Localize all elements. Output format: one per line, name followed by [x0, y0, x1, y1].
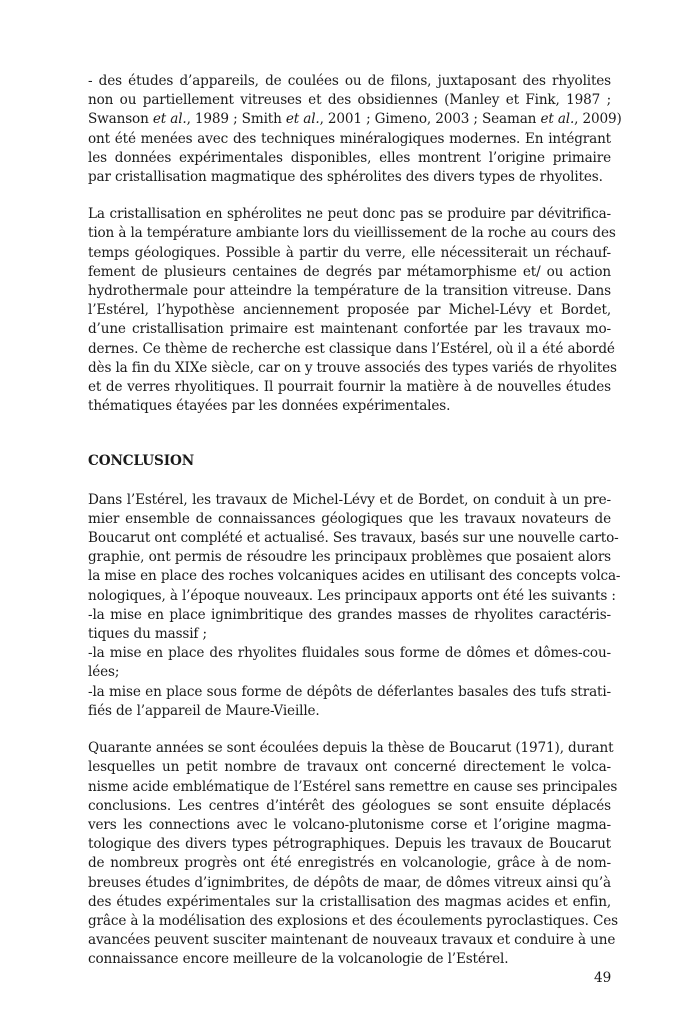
text-line: la mise en place des roches volcaniques acides en utilisant des concepts volca- [88, 568, 621, 585]
text-line: les données expérimentales disponibles, elles montrent l’origine primaire [88, 149, 611, 166]
text-line: de nombreux progrès ont été enregistrés en volcanologie, grâce à de nom- [88, 855, 611, 872]
paragraph-3 [88, 491, 621, 721]
paragraph-2 [88, 205, 617, 416]
text-line: La cristallisation en sphérolites ne peut donc pas se produire par dévitrifica- [88, 206, 611, 223]
text-line: lesquelles un petit nombre de travaux ont concerné directement le volca- [88, 759, 611, 776]
text-line: fiés de l’appareil de Maure-Vieille. [88, 702, 320, 719]
text-line: Dans l’Estérel, les travaux de Michel-Lévy et de Bordet, on conduit à un pre- [88, 491, 611, 508]
text-line: ont été menées avec des techniques minéralogiques modernes. En intégrant [88, 130, 611, 147]
text-line: grâce à la modélisation des explosions et des écoulements pyroclastiques. Ces [88, 912, 618, 929]
text-line: mier ensemble de connaissances géologiques que les travaux novateurs de [88, 510, 611, 527]
text-line: dernes. Ce thème de recherche est classique dans l’Estérel, où il a été abordé [88, 340, 615, 357]
text-line: Swanson et al., 1989 ; Smith et al., 2001 ; Gimeno, 2003 ; Seaman et al., 2009) [88, 111, 622, 128]
text-line: Quarante années se sont écoulées depuis la thèse de Boucarut (1971), durant [88, 740, 614, 757]
text-line: dès la fin du XIXe siècle, car on y trouve associés des types variés de rhyolites [88, 359, 617, 376]
page-body [88, 72, 622, 970]
text-line: -la mise en place des rhyolites fluidales sous forme de dômes et dômes-cou- [88, 645, 611, 662]
text-line: temps géologiques. Possible à partir du verre, elle nécessiterait un réchauf- [88, 244, 611, 261]
text-line: non ou partiellement vitreuses et des obsidiennes (Manley et Fink, 1987 ; [88, 92, 611, 109]
text-line: tologique des divers types pétrographiques. Depuis les travaux de Boucarut [88, 836, 611, 853]
text-line: tiques du massif ; [88, 626, 207, 643]
text-line: connaissance encore meilleure de la volcanologie de l’Estérel. [88, 951, 509, 968]
text-line: nologiques, à l’époque nouveaux. Les principaux apports ont été les suivants : [88, 587, 616, 604]
paragraph-4 [88, 739, 618, 969]
text-line: par cristallisation magmatique des sphérolites des divers types de rhyolites. [88, 169, 603, 186]
text-line: et de verres rhyolitiques. Il pourrait fournir la matière à de nouvelles études [88, 379, 611, 396]
text-line: Boucarut ont complété et actualisé. Ses travaux, basés sur une nouvelle carto- [88, 530, 619, 547]
text-line: lées; [88, 664, 120, 681]
text-line: avancées peuvent susciter maintenant de nouveaux travaux et conduire à une [88, 932, 616, 949]
text-line: vers les connections avec le volcano-plutonisme corse et l’origine magma- [88, 816, 611, 833]
text-line: nisme acide emblématique de l’Estérel sans remettre en cause ses principales [88, 778, 618, 795]
text-line: conclusions. Les centres d’intérêt des géologues se sont ensuite déplacés [88, 797, 611, 814]
text-line: - des études d’appareils, de coulées ou de filons, juxtaposant des rhyolites [88, 73, 611, 89]
paragraph-1 [88, 72, 622, 187]
page-number: 49 [594, 970, 612, 986]
text-line: tion à la température ambiante lors du vieillissement de la roche au cours des [88, 225, 616, 242]
text-line: d’une cristallisation primaire est maintenant confortée par les travaux mo- [88, 321, 611, 338]
text-line: hydrothermale pour atteindre la température de la transition vitreuse. Dans [88, 283, 611, 300]
text-line: breuses études d’ignimbrites, de dépôts de maar, de dômes vitreux ainsi qu’à [88, 874, 611, 891]
text-line: thématiques étayées par les données expérimentales. [88, 398, 451, 415]
text-line: fement de plusieurs centaines de degrés par métamorphisme et/ ou action [88, 263, 611, 280]
section-heading: CONCLUSION [88, 453, 195, 470]
text-line: l’Estérel, l’hypothèse anciennement proposée par Michel-Lévy et Bordet, [88, 302, 611, 319]
text-line: -la mise en place ignimbritique des grandes masses de rhyolites caractéris- [88, 606, 611, 623]
text-line: graphie, ont permis de résoudre les principaux problèmes que posaient alors [88, 549, 611, 566]
text-line: -la mise en place sous forme de dépôts de déferlantes basales des tufs strati- [88, 683, 611, 700]
text-line: des études expérimentales sur la cristallisation des magmas acides et enfin, [88, 893, 611, 910]
